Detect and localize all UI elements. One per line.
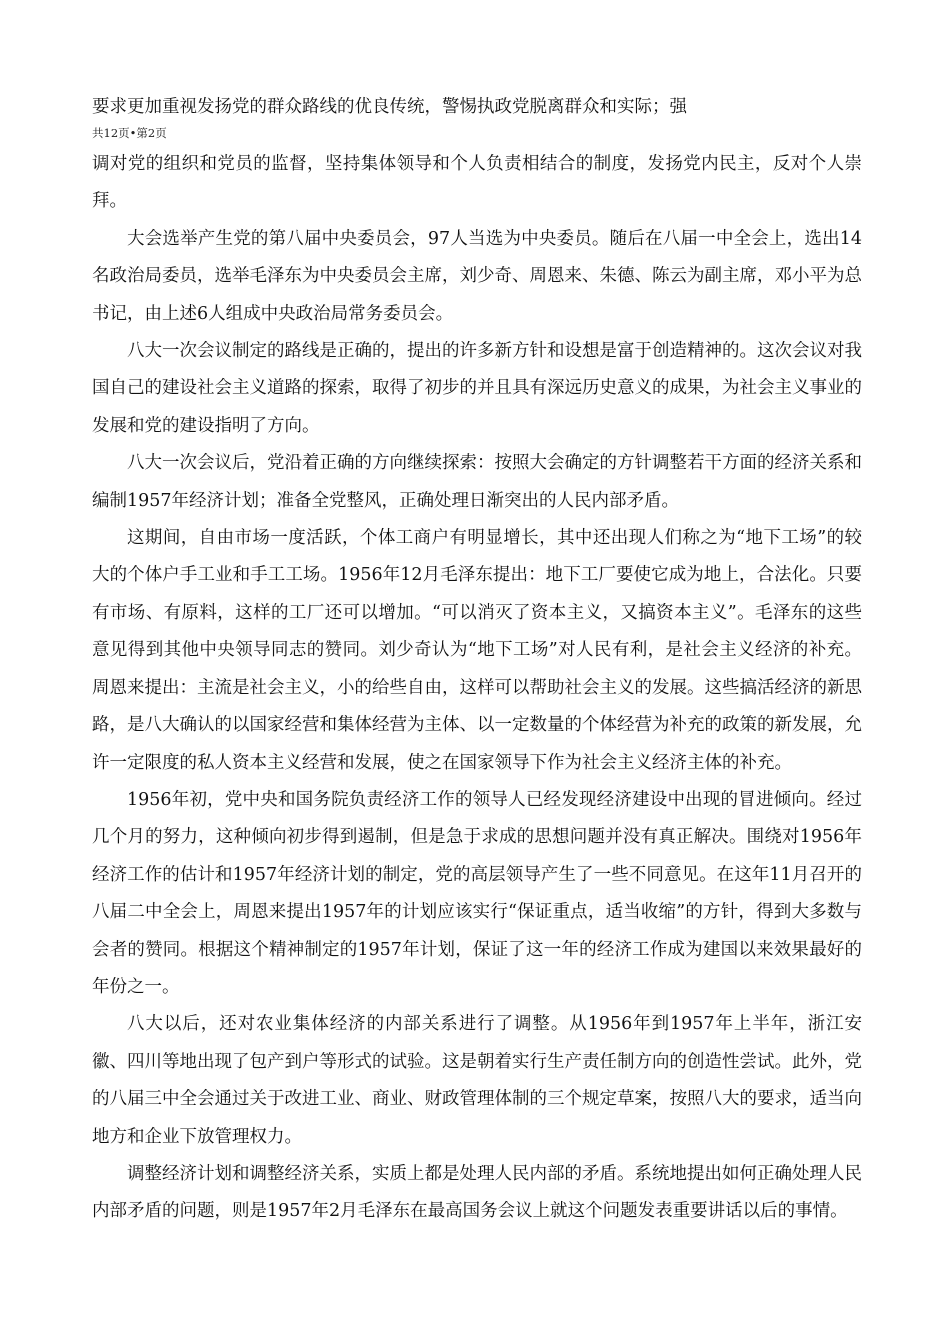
paragraph: 这期间，自由市场一度活跃，个体工商户有明显增长，其中还出现人们称之为“地下工场”的较大的个体户手工业和手工工场。1956年12月毛泽东提出：地下工厂要使它成为地上，合法化。只要有市场、有原料，这样的工厂还可以增加。“可以消灭了资本主义，又搞资本主义”。毛泽东的这些意见得到其他中央领导同志的赞同。刘少奇认为“地下工场”对人民有利，是社会主义经济的补充。周恩来提出：主流是社会主义，小的给些自由，这样可以帮助社会主义的发展。这些搞活经济的新思路，是八大确认的以国家经营和集体经营为主体、以一定数量的个体经营为补充的政策的新发展，允许一定限度的私人资本主义经营和发展，使之在国家领导下作为社会主义经济主体的补充。 [92,528,862,773]
paragraph: 八大以后，还对农业集体经济的内部关系进行了调整。从1956年到1957年上半年，浙江安徽、四川等地出现了包产到户等形式的试验。这是朝着实行生产责任制方向的创造性尝试。此外，党的八届三中全会通过关于改进工业、商业、财政管理体制的三个规定草案，按照八大的要求，适当向地方和企业下放管理权力。 [92,1014,862,1147]
paragraph-continuation: 调对党的组织和党员的监督，坚持集体领导和个人负责相结合的制度，发扬党内民主，反对个人崇拜。 [92,154,862,212]
paragraph: 1956年初，党中央和国务院负责经济工作的领导人已经发现经济建设中出现的冒进倾向。经过几个月的努力，这种倾向初步得到遏制，但是急于求成的思想问题并没有真正解决。围绕对1956年经济工作的估计和1957年经济计划的制定，党的高层领导产生了一些不同意见。在这年11月召开的八届二中全会上，周恩来提出1957年的计划应该实行“保证重点，适当收缩”的方针，得到大多数与会者的赞同。根据这个精神制定的1957年计划，保证了这一年的经济工作成为建国以来效果最好的年份之一。 [92,789,862,997]
paragraph: 调整经济计划和调整经济关系，实质上都是处理人民内部的矛盾。系统地提出如何正确处理人民内部矛盾的问题，则是1957年2月毛泽东在最高国务会议上就这个问题发表重要讲话以后的事情。 [92,1163,862,1222]
paragraph: 八大一次会议制定的路线是正确的，提出的许多新方针和设想是富于创造精神的。这次会议对我国自己的建设社会主义道路的探索，取得了初步的并且具有深远历史意义的成果，为社会主义事业的发展和党的建设指明了方向。 [92,341,862,436]
page-number-label: 共12页•第2页 [92,126,167,140]
continued-text-line: 要求更加重视发扬党的群众路线的优良传统，警惕执政党脱离群众和实际；强 [92,97,687,117]
paragraph: 大会选举产生党的第八届中央委员会，97人当选为中央委员。随后在八届一中全会上，选出14名政治局委员，选举毛泽东为中央委员会主席，刘少奇、周恩来、朱德、陈云为副主席，邓小平为总书记，由上述6人组成中央政治局常务委员会。 [92,228,862,324]
paragraph: 八大一次会议后，党沿着正确的方向继续探索：按照大会确定的方针调整若干方面的经济关系和编制1957年经济计划；准备全党整风，正确处理日渐突出的人民内部矛盾。 [92,453,862,511]
